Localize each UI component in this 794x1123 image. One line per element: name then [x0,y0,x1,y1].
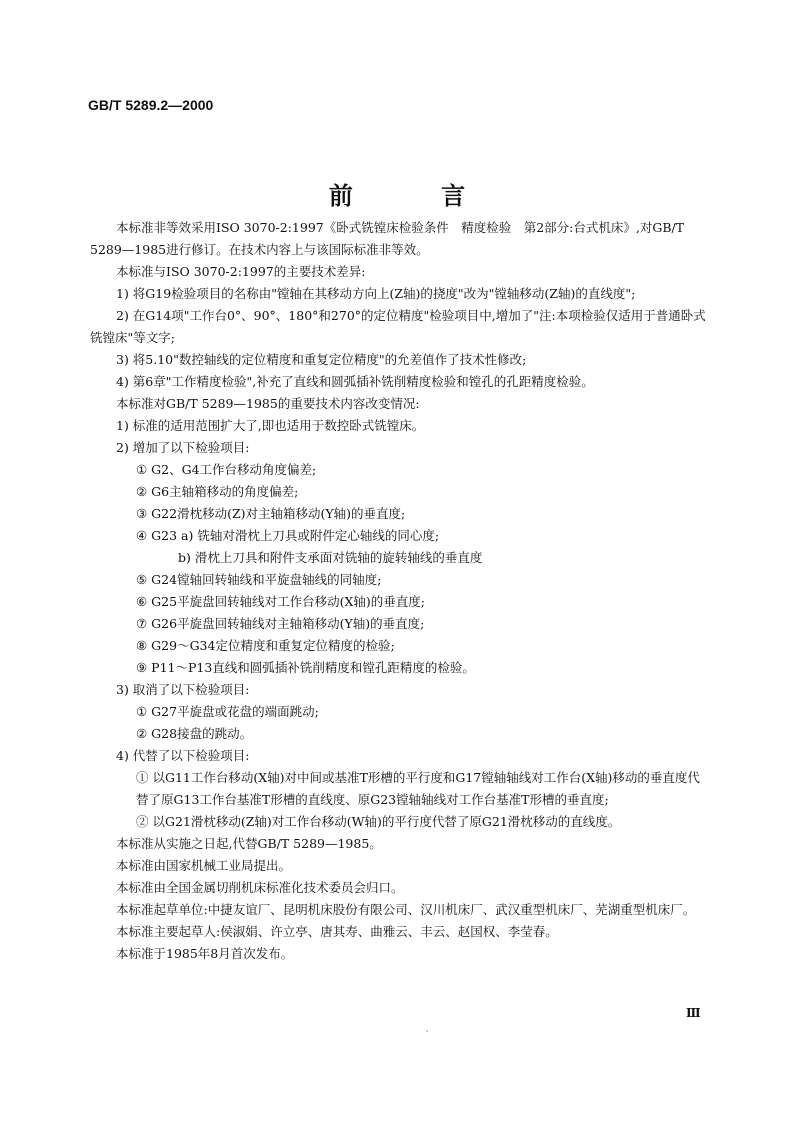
paragraph: 本标准从实施之日起,代替GB/T 5289—1985。 [116,836,382,851]
sub-item: ② G6主轴箱移动的角度偏差; [136,484,299,499]
document-body [90,217,712,965]
paragraph: 本标准起草单位:中捷友谊厂、昆明机床股份有限公司、汉川机床厂、武汉重型机床厂、芜湖重型机床厂。 [116,902,696,917]
sub-item: ① G2、G4工作台移动角度偏差; [136,462,317,477]
sub-item: ① 以G11工作台移动(X轴)对中间或基准T形槽的平行度和G17镗轴轴线对工作台(X轴)移动的垂直度代替了原G13工作台基准T形槽的直线度、原G23镗轴轴线对工作台基准T形槽的垂直度; [136,770,700,807]
paragraph: 本标准于1985年8月首次发布。 [116,946,294,961]
sub-item: ③ G22滑枕移动(Z)对主轴箱移动(Y轴)的垂直度; [136,506,406,521]
paragraph: 本标准非等效采用ISO 3070-2:1997《卧式铣镗床检验条件 精度检验 第2部分:台式机床》,对GB/T 5289—1985进行修订。在技术内容上与该国际标准非等效。 [90,220,685,257]
paragraph: 本标准主要起草人:侯淑娟、许立亭、唐其寿、曲雅云、丰云、赵国权、李莹春。 [116,924,558,939]
list-item: 4) 第6章"工作精度检验",补充了直线和圆弧插补铣削精度检验和镗孔的孔距精度检验。 [116,374,594,389]
list-item: 1) 将G19检验项目的名称由"镗轴在其移动方向上(Z轴)的挠度"改为"镗轴移动(Z轴)的直线度"; [116,286,636,301]
list-item: 3) 将5.10"数控轴线的定位精度和重复定位精度"的允差值作了技术性修改; [116,352,527,367]
sub-item: ② G28接盘的跳动。 [136,726,253,741]
sub-item: ⑥ G25平旋盘回转轴线对工作台移动(X轴)的垂直度; [136,594,425,609]
scan-dot [426,1030,428,1032]
list-item: 4) 代替了以下检验项目: [116,748,250,763]
page-number: Ⅲ [686,1006,701,1020]
sub-item: ⑤ G24镗轴回转轴线和平旋盘轴线的同轴度; [136,572,382,587]
paragraph: 本标准由国家机械工业局提出。 [116,858,292,873]
list-item: 2) 在G14项"工作台0°、90°、180°和270°的定位精度"检验项目中,增加了"注:本项检验仅适用于普通卧式铣镗床"等文字; [90,308,706,345]
sub-item: ⑦ G26平旋盘回转轴线对主轴箱移动(Y轴)的垂直度; [136,616,425,631]
page-title: 前 言 [328,181,506,210]
paragraph: 本标准由全国金属切削机床标准化技术委员会归口。 [116,880,404,895]
sub-item: ⑧ G29～G34定位精度和重复定位精度的检验; [136,638,395,653]
paragraph: 本标准对GB/T 5289—1985的重要技术内容改变情况: [116,396,420,411]
sub-item: ④ G23 a) 铣轴对滑枕上刀具或附件定心轴线的同心度; [136,528,440,543]
sub-item: ② 以G21滑枕移动(Z轴)对工作台移动(W轴)的平行度代替了原G21滑枕移动的直线度。 [136,814,621,829]
sub-item: b) 滑枕上刀具和附件支承面对铣轴的旋转轴线的垂直度 [178,550,483,565]
list-item: 2) 增加了以下检验项目: [116,440,250,455]
list-item: 1) 标准的适用范围扩大了,即也适用于数控卧式铣镗床。 [116,418,425,433]
paragraph: 本标准与ISO 3070-2:1997的主要技术差异: [116,264,366,279]
document-code: GB/T 5289.2—2000 [88,97,214,113]
sub-item: ⑨ P11～P13直线和圆弧插补铣削精度和镗孔距精度的检验。 [136,660,475,675]
list-item: 3) 取消了以下检验项目: [116,682,250,697]
sub-item: ① G27平旋盘或花盘的端面跳动; [136,704,319,719]
